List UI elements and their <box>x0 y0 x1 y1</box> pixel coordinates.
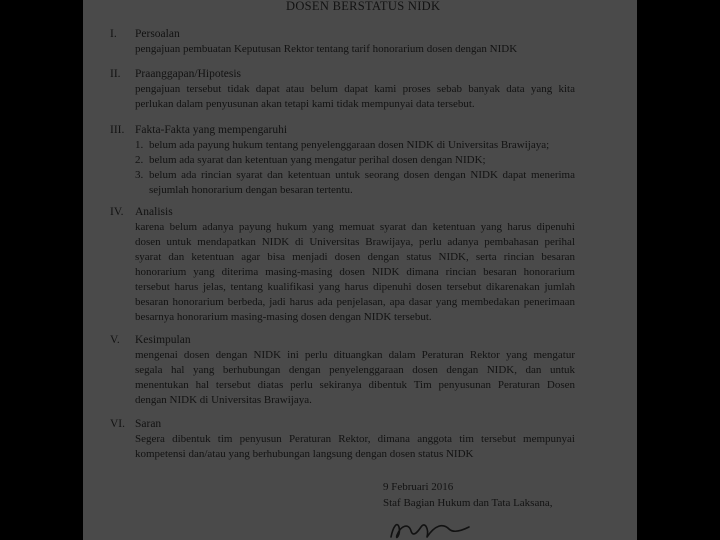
document-page <box>83 0 637 540</box>
section-heading-persoalan: Persoalan <box>135 28 180 40</box>
list-item-text: belum ada syarat dan ketentuan yang mengatur perihal dosen dengan NIDK; <box>149 154 486 166</box>
section-number-5: V. <box>110 334 120 346</box>
body-line: dosen untuk mendapatkan NIDK di Universitas Brawijaya, perlu adanya pembahasan perihal <box>135 236 575 248</box>
body-line: syarat dan ketentuan agar bisa menjadi dosen dengan status NIDK, serta rincian besaran <box>135 251 575 263</box>
section-body-saran <box>135 432 575 462</box>
list-item <box>135 168 575 198</box>
body-line: tersebut harus jelas, tentang kualifikasi yang harus dipenuhi dosen tersebut dikarenakan jumlah <box>135 281 575 293</box>
signature-date: 9 Februari 2016 <box>383 481 454 493</box>
body-line: segala hal yang berhubungan dengan penyelenggaraan dosen dengan NIDK, dan untuk <box>135 364 575 376</box>
body-line: dengan NIDK di Universitas Brawijaya. <box>135 394 312 406</box>
body-line: honorarium yang diterima masing-masing dosen NIDK dimana rincian besaran honorarium <box>135 266 575 278</box>
section-heading-analisis: Analisis <box>135 206 173 218</box>
section-heading-saran: Saran <box>135 418 162 430</box>
list-item-number: 2. <box>135 154 144 166</box>
section-heading-kesimpulan: Kesimpulan <box>135 334 191 346</box>
section-body-praanggapan <box>135 82 575 112</box>
body-line: menentukan hal tersebut diatas perlu sekiranya dibentuk Tim penyusunan Peraturan Dosen <box>135 379 575 391</box>
body-line: Segera dibentuk tim penyusun Peraturan Rektor, dimana anggota tim tersebut mempunyai <box>135 433 575 445</box>
body-line: kompetensi dan/atau yang berhubungan langsung dengan dosen status NIDK <box>135 448 474 460</box>
section-number-1: I. <box>110 28 117 40</box>
body-line: pengajuan tersebut tidak dapat atau belum dapat kami proses sebab banyak data yang kita <box>135 83 575 95</box>
list-item <box>135 153 575 168</box>
list-item <box>135 138 575 153</box>
section-body-kesimpulan <box>135 348 575 408</box>
handwritten-signature <box>383 515 503 540</box>
section-heading-praanggapan: Praanggapan/Hipotesis <box>135 68 242 80</box>
body-line: besarnya honorarium masing-masing dosen dengan NIDK tersebut. <box>135 311 432 323</box>
section-heading-fakta: Fakta-Fakta yang mempengaruhi <box>135 124 288 136</box>
list-item-text: belum ada rincian syarat dan ketentuan untuk seorang dosen dengan NIDK dapat menerima <box>149 169 575 181</box>
section-body-persoalan <box>135 42 575 57</box>
body-line: karena belum adanya payung hukum yang memuat syarat dan ketentuan yang harus dipenuhi <box>135 221 575 233</box>
list-item-number: 3. <box>135 169 144 181</box>
body-line: mengenai dosen dengan NIDK ini perlu dituangkan dalam Peraturan Rektor yang mengatur <box>135 349 575 361</box>
section-number-4: IV. <box>110 206 124 218</box>
body-line: perlukan dalam penyusunan akan tetapi kami tidak mempunyai data tersebut. <box>135 98 475 110</box>
fakta-list <box>135 138 575 198</box>
list-item-number: 1. <box>135 139 144 151</box>
list-item-text: sejumlah honorarium dengan besaran tertentu. <box>149 184 353 196</box>
section-number-2: II. <box>110 68 121 80</box>
section-body-analisis <box>135 220 575 325</box>
body-line: besaran honorarium berbeda, jadi harus ada penjelasan, apa dasar yang membedakan penerimaan <box>135 296 575 308</box>
section-number-6: VI. <box>110 418 126 430</box>
document-title: DOSEN BERSTATUS NIDK <box>286 0 441 13</box>
body-line: pengajuan pembuatan Keputusan Rektor tentang tarif honorarium dosen dengan NIDK <box>135 43 518 55</box>
section-number-3: III. <box>110 124 125 136</box>
signature-office: Staf Bagian Hukum dan Tata Laksana, <box>383 497 553 509</box>
list-item-text: belum ada payung hukum tentang penyelenggaraan dosen NIDK di Universitas Brawijaya; <box>149 139 550 151</box>
